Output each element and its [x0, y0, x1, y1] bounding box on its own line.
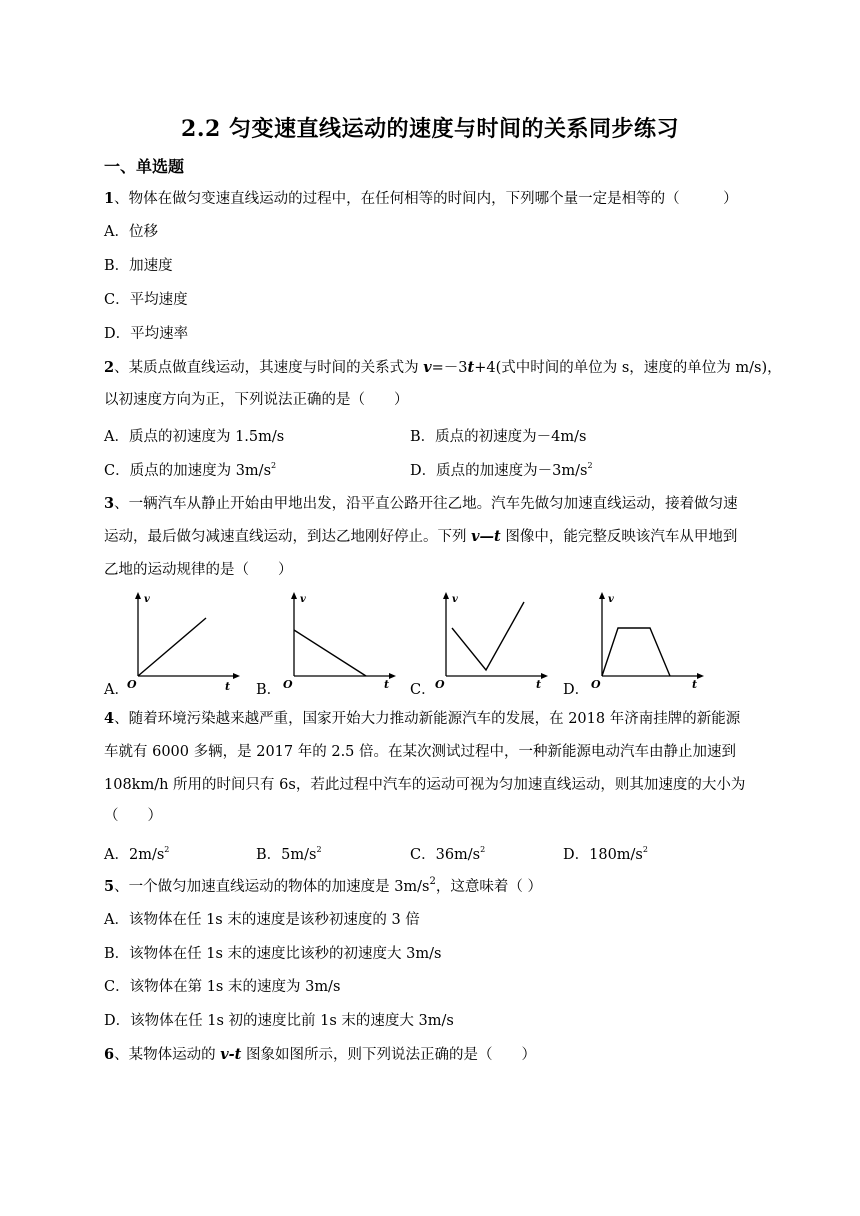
question-4-stem-line3: 108km/h 所用的时间只有 6s，若此过程中汽车的运动可视为匀加速直线运动，则其加速度的大小为 [104, 777, 746, 793]
question-2-stem-line2: 以初速度方向为正，下列说法正确的是（ ） [104, 392, 409, 408]
graph-d-line [602, 628, 670, 676]
graph-b-line [294, 630, 366, 676]
graph-c-axis-t: t [536, 678, 542, 691]
page-title: 2.2 匀变速直线运动的速度与时间的关系同步练习 [181, 116, 679, 142]
question-5-option-d: D．该物体在任 1s 初的速度比前 1s 末的速度大 3m/s [104, 1013, 454, 1029]
question-2-stem: 2、某质点做直线运动，其速度与时间的关系式为 v=－3t+4(式中时间的单位为 s，速度的单位为 m/s)， [104, 359, 782, 376]
graph-d-axis-t: t [692, 678, 698, 691]
question-4-option-b: B．$5m/s^2$ [256, 845, 322, 863]
graph-a-label: A． [104, 682, 129, 698]
graph-d-origin: O [591, 678, 601, 691]
graph-a-origin: O [127, 678, 137, 691]
question-5-option-a: A．该物体在任 1s 末的速度是该秒初速度的 3 倍 [104, 912, 420, 928]
question-3-stem-line3: 乙地的运动规律的是（ ） [104, 562, 293, 578]
question-4-stem-line4: （ ） [104, 808, 162, 824]
graph-d-label: D． [563, 682, 590, 698]
graph-a-axis-v: v [144, 594, 150, 605]
question-4-option-a: A．$2m/s^2$ [104, 845, 170, 863]
graph-c-label: C． [410, 682, 436, 698]
question-2-option-b: B．质点的初速度为－4m/s [410, 429, 587, 445]
question-3-stem: 3、一辆汽车从静止开始由甲地出发，沿平直公路开往乙地。汽车先做匀加速直线运动，接着做匀速 [104, 495, 738, 512]
graph-d [588, 588, 708, 693]
graph-b [280, 588, 400, 693]
question-2-option-c: C．质点的加速度为 $3m/s^2$ [104, 461, 277, 479]
section-heading: 一、单选题 [104, 157, 185, 176]
question-2-option-a: A．质点的初速度为 1.5m/s [104, 429, 285, 445]
question-1-option-b: B．加速度 [104, 258, 173, 274]
question-5-option-c: C．该物体在第 1s 末的速度为 3m/s [104, 979, 341, 995]
question-4-option-d: D．$180m/s^2$ [563, 845, 648, 863]
graph-c [432, 588, 552, 693]
question-1-option-d: D．平均速率 [104, 326, 189, 342]
question-1-option-c: C．平均速度 [104, 292, 188, 308]
question-1-option-a: A．位移 [104, 224, 158, 240]
graph-b-origin: O [283, 678, 293, 691]
question-4-option-c: C．$36m/s^2$ [410, 845, 486, 863]
question-6-stem: 6、某物体运动的 v-t 图象如图所示，则下列说法正确的是（ ） [104, 1046, 536, 1063]
graph-c-line [452, 602, 524, 670]
graph-b-axis-v: v [300, 594, 306, 605]
graph-d-axis-v: v [608, 594, 614, 605]
question-2-option-d: D．质点的加速度为$-3m/s^2$ [410, 461, 593, 479]
graph-a [124, 588, 244, 693]
question-1-stem: 1、物体在做匀变速直线运动的过程中，在任何相等的时间内，下列哪个量一定是相等的（ ） [104, 190, 738, 207]
graph-c-axis-v: v [452, 594, 458, 605]
question-3-stem-line2: 运动，最后做匀减速直线运动，到达乙地刚好停止。下列 v—t 图像中，能完整反映该汽车从甲地到 [104, 528, 738, 545]
question-4-stem-line2: 车就有 6000 多辆，是 2017 年的 2.5 倍。在某次测试过程中，一种新能源电动汽车由静止加速到 [104, 744, 737, 760]
graph-c-origin: O [435, 678, 445, 691]
graph-a-line [138, 618, 206, 676]
graph-a-axis-t: t [225, 680, 231, 693]
graph-b-axis-t: t [384, 678, 390, 691]
question-4-stem: 4、随着环境污染越来越严重，国家开始大力推动新能源汽车的发展，在 2018 年济南挂牌的新能源 [104, 710, 741, 727]
question-5-stem: 5、一个做匀加速直线运动的物体的加速度是 $3m/s^2$，这意味着（ ） [104, 876, 542, 895]
graph-b-label: B． [256, 682, 282, 698]
question-5-option-b: B．该物体在任 1s 末的速度比该秒的初速度大 3m/s [104, 946, 442, 962]
